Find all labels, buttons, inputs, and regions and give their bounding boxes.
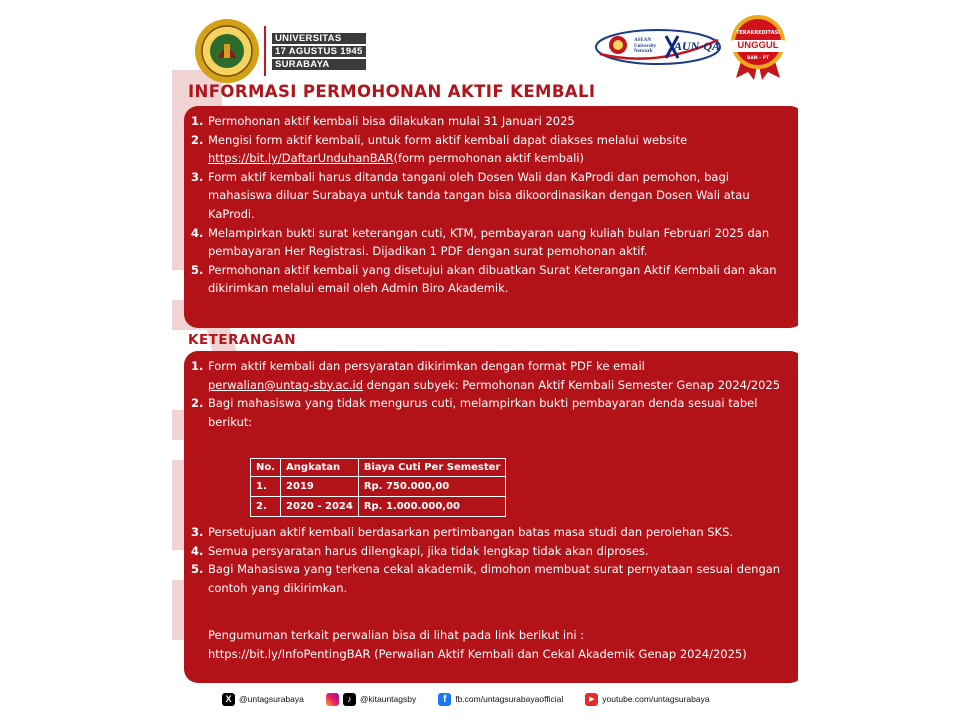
footer-facebook[interactable]: f fb.com/untagsurabayaofficial [438,693,563,706]
university-seal-icon [194,18,260,84]
footer-youtube[interactable]: ▶ youtube.com/untagsurabaya [585,693,709,706]
list-item: 3. Persetujuan aktif kembali berdasarkan pertimbangan batas masa studi dan perolehan SKS. [191,525,734,539]
note-line-2[interactable]: https://bit.ly/InfoPentingBAR (Perwalian Aktif Kembali dan Cekal Akademik Genap 2024/2025) [208,646,747,661]
footer-x[interactable]: X @untagsurabaya [222,693,304,706]
footer-instagram-tiktok[interactable]: ♪ @kitauntagsby [326,693,416,706]
keterangan-heading: KETERANGAN [188,332,297,348]
badge-sub-text: BAN - PT [746,56,770,61]
social-footer [222,689,792,709]
accreditation-badge [728,14,788,80]
list-item: 4. Semua persyaratan harus dilengkapi, jika tidak lengkap tidak akan diproses. [191,543,649,558]
x-icon: X [222,693,235,706]
list-item: 2. Mengisi form aktif kembali, untuk form aktif kembali dapat diakses melalui website https://bit.ly/DaftarUnduhanBAR(form permohonan aktif kembali) [191,132,688,166]
info-panel [184,106,798,328]
list-item: 5. Permohonan aktif kembali yang disetujui akan dibuatkan Surat Keterangan Aktif Kembali dan akan dikirimkan melalui email oleh Admin Biro Akademik. [191,262,777,296]
list-item: 5. Bagi Mahasiswa yang terkena cekal akademik, dimohon membuat surat pernyataan sesuai dengan contoh yang dikirimkan. [191,562,781,595]
note-line-1: Pengumuman terkait perwalian bisa di lihat pada link berikut ini : [208,628,585,642]
tiktok-icon: ♪ [343,693,356,706]
email-link[interactable]: perwalian@untag-sby.ac.id [208,377,363,392]
form-download-link[interactable]: https://bit.ly/DaftarUnduhanBAR [208,151,394,166]
list-item: 4. Melampirkan bukti surat keterangan cuti, KTM, pembayaran uang kuliah bulan Februari 2025 dan pembayaran Her Registrasi. Dijadikan 1 PDF dengan surat pemohonan aktif. [191,225,770,259]
announcement-note [208,626,788,663]
fee-table [250,458,506,517]
page-title: INFORMASI PERMOHONAN AKTIF KEMBALI [188,82,596,101]
aun-text: ASEAN University Network [634,38,657,54]
aun-qa-label: AUN-QA [674,39,721,53]
instagram-icon [326,693,339,706]
aun-qa-logo [594,28,722,66]
table-header-row: No. Angkatan Biaya Cuti Per Semester [251,459,506,477]
keterangan-panel [184,351,798,683]
list-item: 3. Form aktif kembali harus ditanda tangani oleh Dosen Wali dan KaProdi dan pemohon, bagi mahasiswa diluar Surabaya untuk tanda tangan bisa dikoordinasikan dengan Dosen Wali atau KaProdi. [191,169,750,221]
youtube-icon: ▶ [585,693,598,706]
list-item: 1. Permohonan aktif kembali bisa dilakukan mulai 31 Januari 2025 [191,114,575,128]
badge-small-text: TERAKREDITASI [735,30,781,36]
university-line-2: 17 AGUSTUS 1945 [272,46,366,57]
university-name [272,33,366,70]
logo-divider [264,26,266,76]
university-line-3: SURABAYA [272,59,366,70]
list-item: 1. Form aktif kembali dan persyaratan dikirimkan dengan format PDF ke email perwalian@untag-sby.ac.id dengan subyek: Permohonan Aktif Kembali Semester Genap 2024/2025 [191,359,781,392]
table-row: 2. 2020 - 2024 Rp. 1.000.000,00 [251,497,506,517]
university-line-1: UNIVERSITAS [272,33,366,44]
badge-main-text: UNGGUL [731,40,785,52]
university-logo [194,18,366,84]
facebook-icon: f [438,693,451,706]
table-row: 1. 2019 Rp. 750.000,00 [251,477,506,497]
poster [162,0,798,720]
list-item: 2. Bagi mahasiswa yang tidak mengurus cuti, melampirkan bukti pembayaran denda sesuai tabel berikut: [191,396,758,429]
